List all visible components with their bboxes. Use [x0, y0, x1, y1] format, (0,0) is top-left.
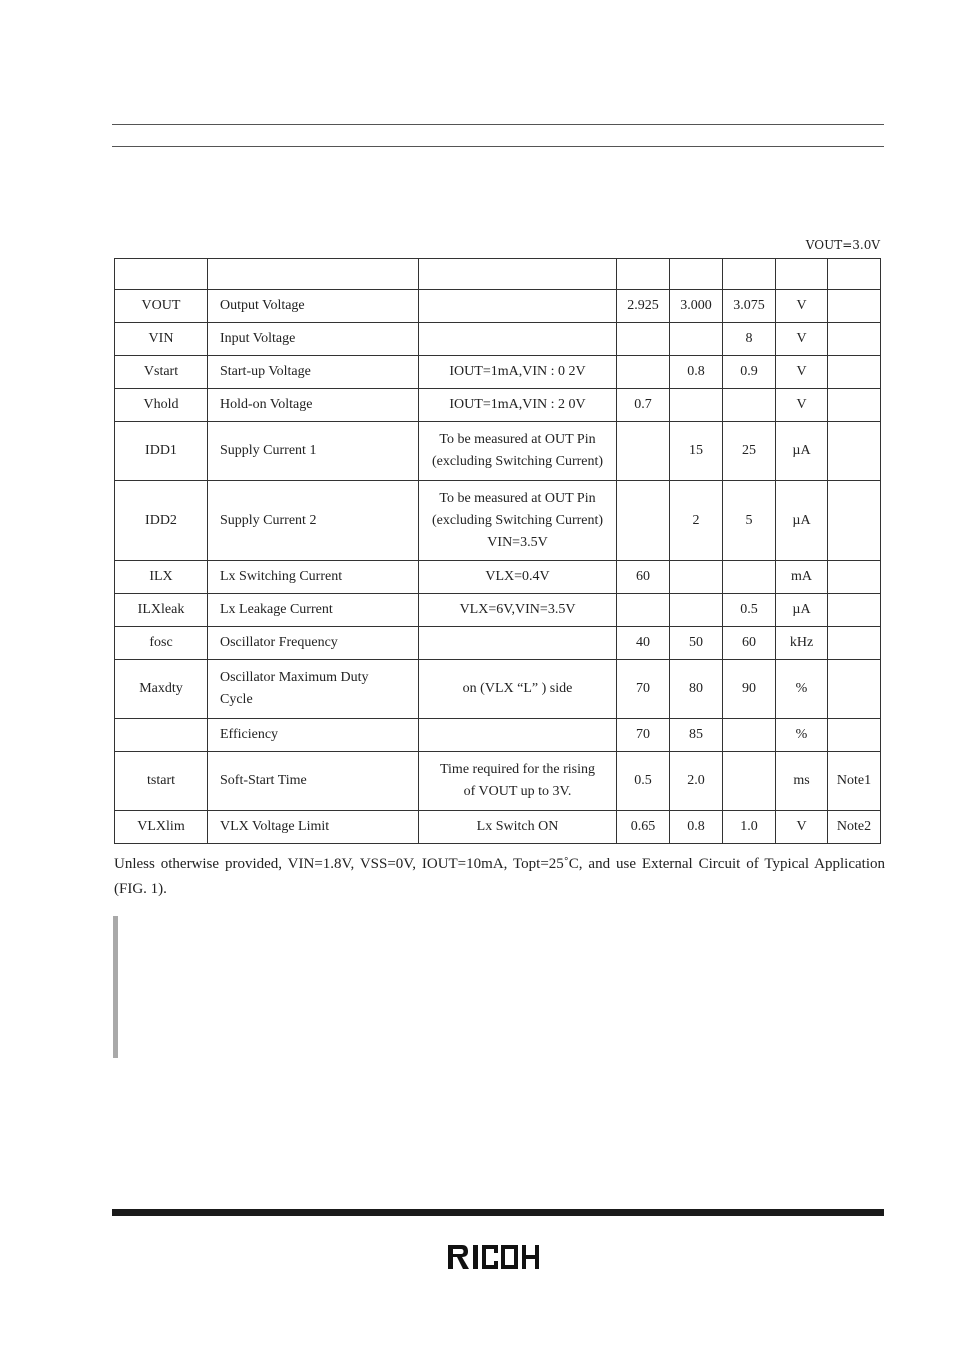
cell-min: [617, 594, 670, 627]
cell-symbol: tstart: [115, 752, 208, 811]
header-unit: [776, 259, 828, 290]
header-typ: [670, 259, 723, 290]
cell-typ: 85: [670, 719, 723, 752]
header-conditions: [419, 259, 617, 290]
cell-conditions: on (VLX “L” ) side: [419, 660, 617, 719]
cell-max: 60: [723, 627, 776, 660]
header-symbol: [115, 259, 208, 290]
cell-note: [828, 323, 881, 356]
cell-min: 70: [617, 719, 670, 752]
cell-item: Lx Leakage Current: [208, 594, 419, 627]
footer-rule: [112, 1209, 884, 1216]
cell-unit: µA: [776, 422, 828, 481]
cell-item: Hold-on Voltage: [208, 389, 419, 422]
cell-item: VLX Voltage Limit: [208, 811, 419, 844]
cell-unit: kHz: [776, 627, 828, 660]
cell-note: [828, 422, 881, 481]
cell-item: Oscillator Frequency: [208, 627, 419, 660]
cell-conditions: [419, 627, 617, 660]
cell-symbol: VOUT: [115, 290, 208, 323]
cell-min: [617, 356, 670, 389]
table-row: [115, 290, 881, 323]
cell-note: [828, 356, 881, 389]
cell-conditions: VLX=0.4V: [419, 561, 617, 594]
table-row: [115, 356, 881, 389]
cell-max: [723, 719, 776, 752]
cell-symbol: IDD1: [115, 422, 208, 481]
table-row: [115, 660, 881, 719]
cell-symbol: Maxdty: [115, 660, 208, 719]
cell-note: [828, 594, 881, 627]
table-row: [115, 719, 881, 752]
note-side-bar: [113, 916, 118, 1058]
ricoh-logo: [448, 1243, 548, 1271]
cell-symbol: fosc: [115, 627, 208, 660]
cell-min: 2.925: [617, 290, 670, 323]
cell-note: Note1: [828, 752, 881, 811]
cell-min: 60: [617, 561, 670, 594]
cell-min: 0.5: [617, 752, 670, 811]
cell-symbol: VLXlim: [115, 811, 208, 844]
cell-typ: 0.8: [670, 356, 723, 389]
cell-symbol: ILX: [115, 561, 208, 594]
cell-conditions: IOUT=1mA,VIN : 0 2V: [419, 356, 617, 389]
table-row: [115, 594, 881, 627]
table-row: [115, 627, 881, 660]
cell-note: [828, 627, 881, 660]
cell-item: Oscillator Maximum Duty Cycle: [208, 660, 419, 719]
cell-max: 25: [723, 422, 776, 481]
cell-unit: mA: [776, 561, 828, 594]
cell-max: 1.0: [723, 811, 776, 844]
cell-conditions: Time required for the rising of VOUT up to 3V.: [419, 752, 617, 811]
cell-typ: [670, 323, 723, 356]
cell-unit: µA: [776, 594, 828, 627]
table-row: [115, 811, 881, 844]
cell-note: [828, 660, 881, 719]
cell-max: 90: [723, 660, 776, 719]
cell-conditions: [419, 290, 617, 323]
cell-max: [723, 561, 776, 594]
cell-min: [617, 323, 670, 356]
cell-conditions: To be measured at OUT Pin (excluding Switching Current): [419, 422, 617, 481]
table-header-row: [115, 259, 881, 290]
cell-symbol: Vhold: [115, 389, 208, 422]
cell-typ: 2.0: [670, 752, 723, 811]
measurement-conditions-note: Unless otherwise provided, VIN=1.8V, VSS=0V, IOUT=10mA, Topt=25˚C, and use External Circuit of Typical Application (FIG. 1).: [114, 856, 885, 897]
cell-max: [723, 752, 776, 811]
cell-min: [617, 481, 670, 561]
table-row: [115, 481, 881, 561]
cell-note: [828, 290, 881, 323]
header-rule-bottom: [112, 146, 884, 147]
cell-typ: 80: [670, 660, 723, 719]
header-min: [617, 259, 670, 290]
cell-typ: 2: [670, 481, 723, 561]
cell-item: Start-up Voltage: [208, 356, 419, 389]
cell-unit: %: [776, 660, 828, 719]
cell-typ: 3.000: [670, 290, 723, 323]
cell-typ: 0.8: [670, 811, 723, 844]
cell-symbol: Vstart: [115, 356, 208, 389]
cell-symbol: ILXleak: [115, 594, 208, 627]
cell-conditions: [419, 719, 617, 752]
header-rule-top: [112, 124, 884, 125]
cell-unit: ms: [776, 752, 828, 811]
cell-unit: V: [776, 811, 828, 844]
cell-min: [617, 422, 670, 481]
cell-unit: V: [776, 356, 828, 389]
cell-note: [828, 389, 881, 422]
cell-item: Lx Switching Current: [208, 561, 419, 594]
header-max: [723, 259, 776, 290]
header-item: [208, 259, 419, 290]
electrical-characteristics-table: [114, 258, 881, 844]
cell-note: [828, 719, 881, 752]
cell-item: Supply Current 2: [208, 481, 419, 561]
cell-item: Soft-Start Time: [208, 752, 419, 811]
cell-conditions: VLX=6V,VIN=3.5V: [419, 594, 617, 627]
cell-typ: 50: [670, 627, 723, 660]
cell-item: Input Voltage: [208, 323, 419, 356]
cell-min: 40: [617, 627, 670, 660]
output-voltage-condition: VOUT=3.0V: [805, 238, 880, 252]
table-row: [115, 389, 881, 422]
cell-unit: V: [776, 290, 828, 323]
cell-symbol: IDD2: [115, 481, 208, 561]
cell-note: Note2: [828, 811, 881, 844]
table-row: [115, 752, 881, 811]
cell-typ: [670, 561, 723, 594]
cell-note: [828, 561, 881, 594]
cell-unit: V: [776, 389, 828, 422]
cell-min: 70: [617, 660, 670, 719]
cell-unit: µA: [776, 481, 828, 561]
cell-conditions: To be measured at OUT Pin (excluding Switching Current) VIN=3.5V: [419, 481, 617, 561]
cell-item: Supply Current 1: [208, 422, 419, 481]
table-row: [115, 422, 881, 481]
cell-max: 3.075: [723, 290, 776, 323]
header-note: [828, 259, 881, 290]
cell-unit: %: [776, 719, 828, 752]
cell-typ: 15: [670, 422, 723, 481]
cell-unit: V: [776, 323, 828, 356]
cell-max: 0.9: [723, 356, 776, 389]
cell-symbol: [115, 719, 208, 752]
cell-max: 8: [723, 323, 776, 356]
cell-conditions: IOUT=1mA,VIN : 2 0V: [419, 389, 617, 422]
cell-typ: [670, 389, 723, 422]
ricoh-logo-mark: [448, 1243, 548, 1271]
cell-conditions: Lx Switch ON: [419, 811, 617, 844]
cell-max: [723, 389, 776, 422]
cell-max: 0.5: [723, 594, 776, 627]
table-row: [115, 561, 881, 594]
cell-item: Efficiency: [208, 719, 419, 752]
cell-typ: [670, 594, 723, 627]
cell-min: 0.7: [617, 389, 670, 422]
cell-item: Output Voltage: [208, 290, 419, 323]
cell-symbol: VIN: [115, 323, 208, 356]
cell-conditions: [419, 323, 617, 356]
table-row: [115, 323, 881, 356]
cell-max: 5: [723, 481, 776, 561]
cell-note: [828, 481, 881, 561]
cell-min: 0.65: [617, 811, 670, 844]
